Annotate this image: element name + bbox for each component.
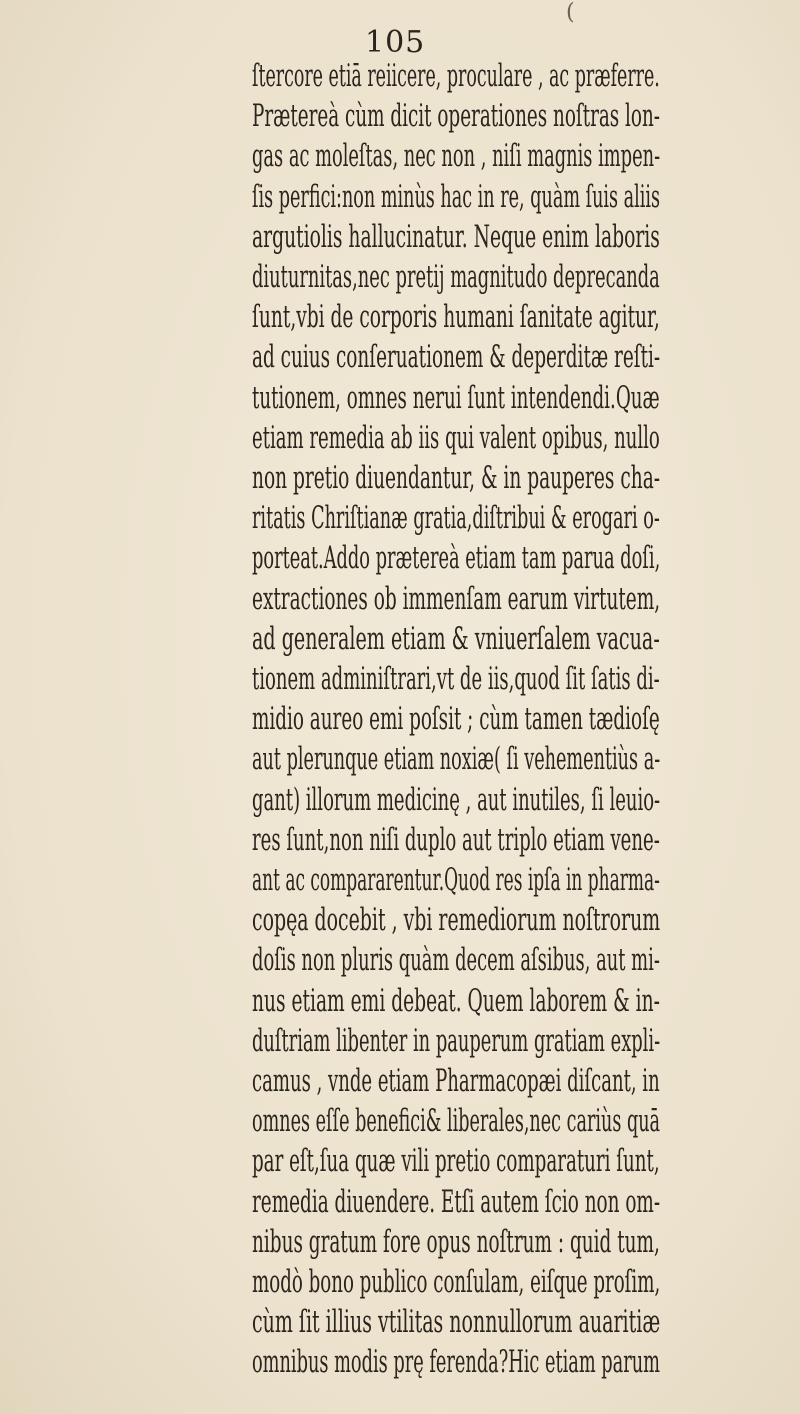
- text-line: diuturnitas,nec pretij magnitudo deprecanda: [252, 259, 660, 295]
- text-line: gant) illorum medicinę , aut inutiles, ſi leuio-: [252, 781, 661, 818]
- text-line: nus etiam emi debeat. Quem laborem & in-: [252, 982, 660, 1019]
- text-line: Prætereà cùm dicit operationes noſtras lon-: [252, 98, 660, 135]
- text-line: remedia diuendere. Etſi autem ſcio non om-: [252, 1183, 661, 1220]
- text-line: ſtercore etiā reiicere, proculare , ac præferre.: [252, 58, 660, 94]
- text-line: res ſunt,non niſi duplo aut triplo etiam vene-: [252, 821, 660, 858]
- text-line: ſunt,vbi de corporis humani ſanitate agitur,: [252, 299, 660, 336]
- text-line: duſtriam libenter in pauperum gratiam expli-: [252, 1022, 661, 1059]
- text-line: nibus gratum fore opus noſtrum : quid tum,: [252, 1223, 660, 1260]
- text-line: argutiolis hallucinatur. Neque enim laboris: [252, 218, 660, 255]
- text-line: ritatis Chriſtianæ gratia,diſtribui & erogari o-: [252, 500, 660, 537]
- text-line: camus , vnde etiam Pharmacopæi diſcant, in: [252, 1063, 660, 1099]
- text-line: omnibus modis prę ferenda?Hic etiam parum: [252, 1344, 660, 1381]
- text-line: tutionem, omnes nerui ſunt intendendi.Quæ: [252, 379, 660, 416]
- text-line: doſis non pluris quàm decem aſsibus, aut mi-: [252, 942, 660, 979]
- text-line: midio aureo emi poſsit ; cùm tamen tædioſę: [252, 701, 660, 738]
- text-line: modò bono publico conſulam, eiſque proſim,: [252, 1264, 661, 1300]
- text-line: copęa docebit , vbi remediorum noſtrorum: [252, 902, 661, 939]
- text-line: ant ac compararentur.Quod res ipſa in pharma-: [252, 862, 660, 898]
- text-line: cùm ſit illius vtilitas nonnullorum auaritiæ: [252, 1304, 661, 1341]
- text-line: ad generalem etiam & vniuerſalem vacua-: [252, 620, 660, 657]
- text-line: non pretio diuendantur, & in pauperes cha-: [252, 460, 661, 496]
- text-line: omnes eſſe benefici& liberales,nec cariùs quā: [252, 1103, 661, 1140]
- text-line: porteat.Addo prætereà etiam tam parua doſi,: [252, 540, 661, 577]
- text-line: aut plerunque etiam noxiæ( ſi vehementiùs a-: [252, 741, 661, 778]
- text-line: ſis perfici:non minùs hac in re, quàm ſuis aliis: [252, 178, 661, 215]
- text-line: ad cuius conſeruationem & deperditæ reſti-: [252, 339, 661, 376]
- text-line: gas ac moleſtas, nec non , niſi magnis impen-: [252, 138, 661, 175]
- text-line: par eſt,ſua quæ vili pretio comparaturi ſunt,: [252, 1143, 660, 1180]
- text-line: etiam remedia ab iis qui valent opibus, nullo: [252, 419, 660, 456]
- text-line: extractiones ob immenſam earum virtutem,: [252, 580, 661, 617]
- page-number: 105: [365, 25, 426, 60]
- corner-mark: (: [566, 0, 575, 25]
- text-line: tionem adminiſtrari,vt de iis,quod ſit ſatis di-: [252, 661, 660, 697]
